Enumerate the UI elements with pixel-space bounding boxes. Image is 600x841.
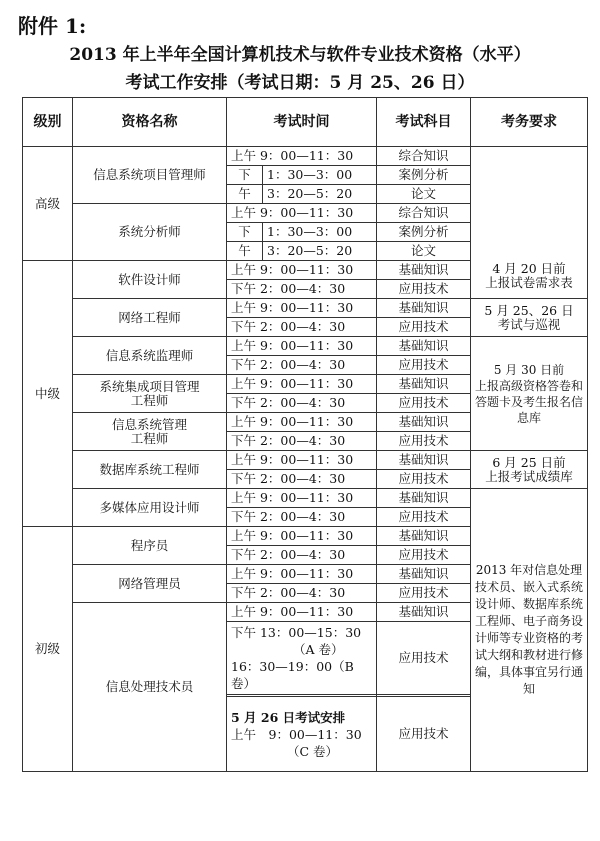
time-pm: 下午 2：00—4：30	[227, 394, 377, 413]
time-slot: 3：20—5：20	[263, 185, 377, 204]
requirement-4: 6 月 25 日前 上报考试成绩库	[471, 451, 588, 489]
time-pm: 下午 2：00—4：30	[227, 280, 377, 299]
subject: 基础知识	[377, 603, 471, 622]
subject: 案例分析	[377, 166, 471, 185]
level-senior: 高级	[23, 147, 73, 261]
time-pm: 下午 2：00—4：30	[227, 356, 377, 375]
qual-mm-designer: 多媒体应用设计师	[73, 489, 227, 527]
header-level: 级别	[23, 98, 73, 147]
qual-pm-is: 信息系统项目管理师	[73, 147, 227, 204]
time-pm: 下午 2：00—4：30	[227, 584, 377, 603]
subject: 应用技术	[377, 432, 471, 451]
qual-info-processor: 信息处理技术员	[73, 603, 227, 772]
document-subtitle: 考试工作安排（考试日期：5 月 25、26 日）	[125, 73, 475, 93]
attachment-label: 附件 1:	[18, 14, 87, 38]
document-title: 2013 年上半年全国计算机技术与软件专业技术资格（水平）	[69, 45, 531, 65]
subject: 基础知识	[377, 527, 471, 546]
subject: 基础知识	[377, 451, 471, 470]
subject: 应用技术	[377, 697, 471, 772]
subject: 应用技术	[377, 280, 471, 299]
subject: 应用技术	[377, 318, 471, 337]
subject: 案例分析	[377, 223, 471, 242]
requirement-2: 5 月 25、26 日 考试与巡视	[471, 299, 588, 337]
qual-is-mgmt: 信息系统管理工程师	[73, 413, 227, 451]
level-intermediate: 中级	[23, 261, 73, 527]
time-am: 上午 9：00—11：30	[227, 451, 377, 470]
time-xia: 下	[227, 166, 263, 185]
subject: 基础知识	[377, 261, 471, 280]
time-am: 上午 9：00—11：30	[227, 299, 377, 318]
time-slot: 3：20—5：20	[263, 242, 377, 261]
time-slot: 1：30—3：00	[263, 166, 377, 185]
qual-net-admin: 网络管理员	[73, 565, 227, 603]
qual-programmer: 程序员	[73, 527, 227, 565]
qual-sys-analyst: 系统分析师	[73, 204, 227, 261]
time-pm: 下午 2：00—4：30	[227, 432, 377, 451]
subject: 基础知识	[377, 489, 471, 508]
requirement-5: 2013 年对信息处理技术员、嵌入式系统设计师、数据库系统工程师、电子商务设计师等专业资格的考试大纲和教材进行修编，具体事宜另行通知	[471, 489, 588, 772]
time-pm: 下午 2：00—4：30	[227, 470, 377, 489]
qual-sys-integration: 系统集成项目管理工程师	[73, 375, 227, 413]
subject: 基础知识	[377, 299, 471, 318]
time-pm-ab: 下午 13：00—15：30 （A 卷） 16：30—19：00（B 卷）	[227, 622, 377, 695]
time-am: 上午 9：00—11：30	[227, 413, 377, 432]
subject: 应用技术	[377, 470, 471, 489]
header-requirements: 考务要求	[471, 98, 588, 147]
time-pm: 下午 2：00—4：30	[227, 508, 377, 527]
subject: 应用技术	[377, 394, 471, 413]
subject: 综合知识	[377, 147, 471, 166]
qual-is-supervisor: 信息系统监理师	[73, 337, 227, 375]
time-am: 上午 9：00—11：30	[227, 489, 377, 508]
subject: 基础知识	[377, 375, 471, 394]
subject: 应用技术	[377, 622, 471, 695]
qual-db-engineer: 数据库系统工程师	[73, 451, 227, 489]
subject: 基础知识	[377, 413, 471, 432]
subject: 应用技术	[377, 584, 471, 603]
time-am: 上午 9：00—11：30	[227, 565, 377, 584]
subject: 综合知识	[377, 204, 471, 223]
time-pm: 下午 2：00—4：30	[227, 546, 377, 565]
time-am: 上午 9：00—11：30	[227, 527, 377, 546]
requirement-3: 5 月 30 日前 上报高级资格答卷和答题卡及考生报名信息库	[471, 337, 588, 451]
subject: 应用技术	[377, 356, 471, 375]
subject: 基础知识	[377, 565, 471, 584]
exam-schedule-table	[22, 97, 588, 772]
header-exam-time: 考试时间	[227, 98, 377, 147]
time-am: 上午 9：00—11：30	[227, 147, 377, 166]
table-header-row	[23, 98, 588, 147]
qual-sw-designer: 软件设计师	[73, 261, 227, 299]
time-may26: 5 月 26 日考试安排 上午 9：00—11：30 （C 卷）	[227, 697, 377, 772]
subject: 应用技术	[377, 546, 471, 565]
time-am: 上午 9：00—11：30	[227, 337, 377, 356]
qual-net-engineer: 网络工程师	[73, 299, 227, 337]
level-junior: 初级	[23, 527, 73, 772]
header-subject: 考试科目	[377, 98, 471, 147]
time-am: 上午 9：00—11：30	[227, 603, 377, 622]
requirement-1: 4 月 20 日前 上报试卷需求表	[471, 147, 588, 299]
subject: 应用技术	[377, 508, 471, 527]
time-slot: 1：30—3：00	[263, 223, 377, 242]
subject: 论文	[377, 242, 471, 261]
time-am: 上午 9：00—11：30	[227, 261, 377, 280]
time-xia: 下	[227, 223, 263, 242]
subject: 基础知识	[377, 337, 471, 356]
time-am: 上午 9：00—11：30	[227, 204, 377, 223]
subject: 论文	[377, 185, 471, 204]
header-qualification: 资格名称	[73, 98, 227, 147]
time-am: 上午 9：00—11：30	[227, 375, 377, 394]
time-pm: 下午 2：00—4：30	[227, 318, 377, 337]
time-wu: 午	[227, 242, 263, 261]
time-wu: 午	[227, 185, 263, 204]
